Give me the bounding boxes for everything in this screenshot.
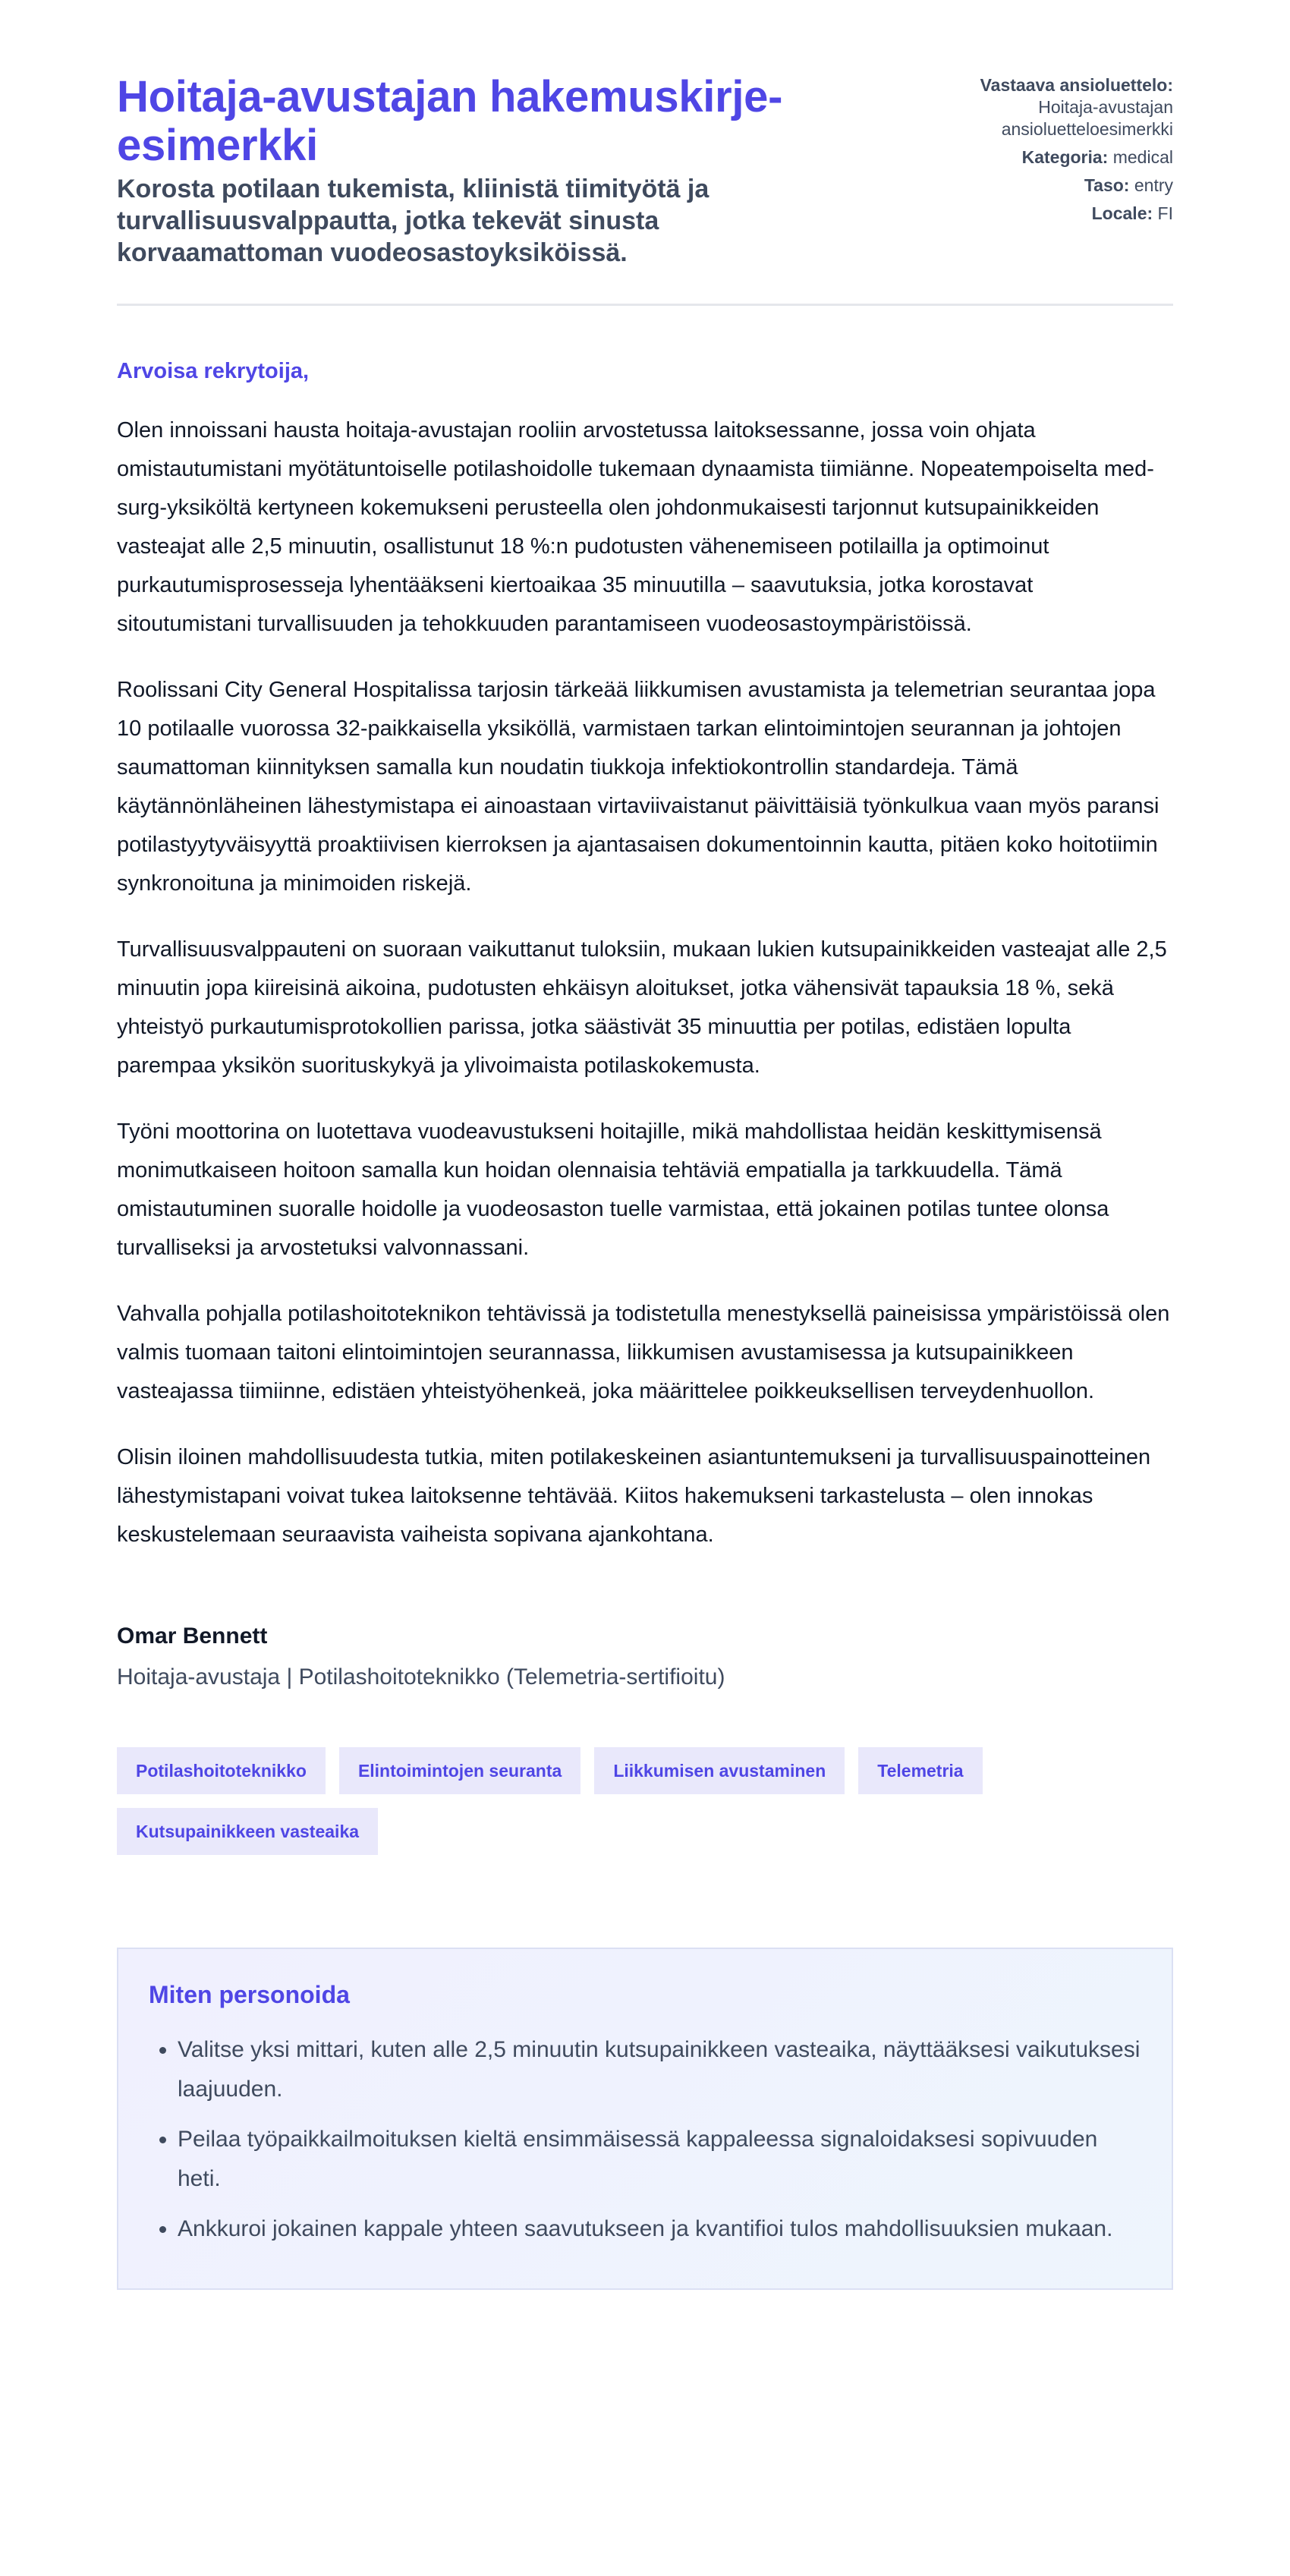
letter-paragraph: Olisin iloinen mahdollisuudesta tutkia, miten potilakeskeinen asiantuntemukseni ja turvallisuuspainotteinen lähestymistapani voivat tukea laitoksenne tehtävää. Kiitos hakemukseni tarkastelusta – olen innokas keskustelemaan seuraavista vaiheista sopivana ajankohtana. [117,1445,1151,1547]
skill-tag: Kutsupainikkeen vasteaika [117,1808,378,1855]
page-subtitle: Korosta potilaan tukemista, kliinistä tiimityötä ja turvallisuusvalppautta, jotka tekevät sinusta korvaamattoman vuodeosastoyksiköissä. [117,175,710,267]
signature-name: Omar Bennett [117,1623,268,1649]
header-title-block [117,73,815,269]
skill-tag: Liikkumisen avustaminen [594,1747,845,1794]
letter-paragraph: Olen innoissani hausta hoitaja-avustajan rooliin arvostetussa laitoksessanne, jossa voin ohjata omistautumistani myötätuntoiselle potilashoidolle tukemaan dynaamista tiimiänne. Nopeatempoiselta med-surg-yksiköltä kertyneen kokemukseni perusteella olen johdonmukaisesti tarjonnut kutsupainikkeiden vasteajat alle 2,5 minuutin, osallistunut 18 %:n pudotusten vähenemiseen potilailla ja optimoinut purkautumisprosesseja lyhentääkseni kiertoaikaa 35 minuutilla – saavutuksia, jotka korostavat sitoutumistani turvallisuuden ja tehokkuuden parantamiseen vuodeosastoympäristöissä. [117,418,1154,636]
cover-letter-page [117,0,1173,2290]
meta-resume-value: Hoitaja-avustajan ansioluetteloesimerkki [1001,97,1173,139]
meta-locale-label: Locale: [1091,203,1153,223]
tips-title: Miten personoida [149,1981,350,2008]
skill-tag: Elintoimintojen seuranta [339,1747,580,1794]
meta-related-resume [923,74,1173,140]
letter-paragraph: Turvallisuusvalppauteni on suoraan vaikuttanut tuloksiin, mukaan lukien kutsupainikkeiden vasteajat alle 2,5 minuutin jopa kiireisinä aikoina, pudotusten ehkäisyn aloitukset, jotka vähensivät tapauksia 18 %, sekä yhteistyö purkautumisprotokollien parissa, jotka säästivät 35 minuuttia per potilas, edistäen lopulta parempaa yksikön suorituskykyä ja ylivoimaista potilaskokemusta. [117,937,1167,1078]
tips-list [149,2030,1141,2249]
meta-locale-value: FI [1157,203,1173,223]
signature-block [117,1621,1173,1693]
meta-locale [923,203,1173,225]
meta-level-label: Taso: [1084,175,1130,195]
page-header [117,73,1173,306]
salutation: Arvoisa rekrytoija, [117,359,310,383]
tip-item: • Valitse yksi mittari, kuten alle 2,5 minuutin kutsupainikkeen vasteaika, näyttääksesi vaikutuksesi laajuuden. [178,2030,1141,2109]
meta-level-value: entry [1134,175,1173,195]
meta-level [923,175,1173,197]
meta-category-value: medical [1112,147,1173,167]
meta-resume-label: Vastaava ansioluettelo: [980,75,1173,95]
tip-item: • Ankkuroi jokainen kappale yhteen saavutukseen ja kvantifioi tulos mahdollisuuksien mukaan. [178,2209,1141,2249]
skill-tag: Telemetria [858,1747,982,1794]
signature-role: Hoitaja-avustaja | Potilashoitoteknikko (Telemetria-sertifioitu) [117,1664,725,1690]
skill-tags [117,1747,1027,1855]
letter-paragraph: Vahvalla pohjalla potilashoitoteknikon tehtävissä ja todistetulla menestyksellä paineisissa ympäristöissä olen valmis tuomaan taitoni elintoimintojen seurannassa, liikkumisen avustamisessa ja kutsupainikkeen vasteajassa tiimiinne, edistäen yhteistyöhenkeä, joka määrittelee poikkeuksellisen terveydenhuollon. [117,1302,1170,1403]
meta-category-label: Kategoria: [1021,147,1109,167]
letter-paragraph: Työni moottorina on luotettava vuodeavustukseni hoitajille, mikä mahdollistaa heidän keskittymisensä monimutkaiseen hoitoon samalla kun hoidan olennaisia tehtäviä empatialla ja tarkkuudella. Tämä omistautuminen suoralle hoidolle ja vuodeosaston tuelle varmistaa, että jokainen potilas tuntee olonsa turvalliseksi ja arvostetuksi valvonnassani. [117,1120,1109,1260]
tip-item: • Peilaa työpaikkailmoituksen kieltä ensimmäisessä kappaleessa signaloidaksesi sopivuuden heti. [178,2120,1141,2199]
letter-body [117,359,1173,1554]
page-title: Hoitaja-avustajan hakemuskirje-esimerkki [117,72,783,170]
letter-paragraph: Roolissani City General Hospitalissa tarjosin tärkeää liikkumisen avustamista ja telemetrian seurantaa jopa 10 potilaalle vuorossa 32-paikkaisella yksiköllä, varmistaen tarkan elintoimintojen seurannan ja johtojen saumattoman kiinnityksen samalla kun noudatin tiukkoja infektiokontrollin standardeja. Tämä käytännönläheinen lähestymistapa ei ainoastaan virtaviivaistanut päivittäisiä työnkulkua vaan myös paransi potilastyytyväisyyttä proaktiivisen kierroksen ja ajantasaisen dokumentoinnin kautta, pitäen koko hoitotiimin synkronoituna ja minimoiden riskejä. [117,678,1159,896]
meta-category [923,146,1173,168]
skill-tag: Potilashoitoteknikko [117,1747,326,1794]
personalization-tips-box [117,1948,1173,2290]
meta-panel [923,73,1173,231]
